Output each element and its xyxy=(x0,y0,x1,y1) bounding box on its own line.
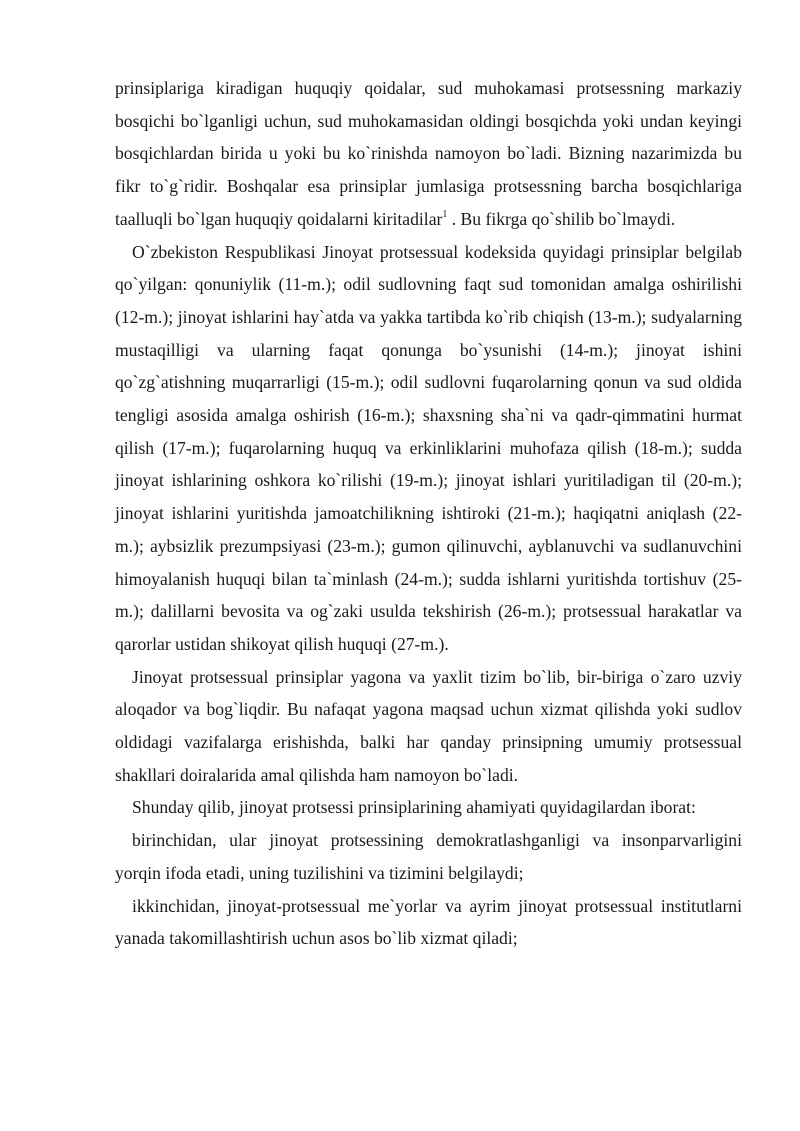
paragraph-significance-intro: Shunday qilib, jinoyat protsessi prinsiplarining ahamiyati quyidagilardan iborat: xyxy=(132,797,696,818)
paragraph-firstly: birinchidan, ular jinoyat protsessining demokratlashganligi va insonparvarligini yorqin ifoda etadi, uning tuzilishini va tizimini belgilaydi; xyxy=(115,830,742,883)
paragraph-secondly: ikkinchidan, jinoyat-protsessual me`yorlar va ayrim jinoyat protsessual institutlarni yanada takomillashtirish uchun asos bo`lib xizmat qiladi; xyxy=(115,895,742,949)
paragraph-unified-system: Jinoyat protsessual prinsiplar yagona va yaxlit tizim bo`lib, bir-biriga o`zaro uzviy aloqador va bog`liqdir. Bu nafaqat yagona maqsad uchun xizmat qilishda yoki sudlov oldidagi vazifalarga erishishda, balki har qanday prinsipning umumiy protsessual shakllari doiralarida amal qilishda ham namoyon bo`ladi. xyxy=(115,666,742,785)
paragraph-text-tail: . Bu fikrga qo`shilib bo`lmaydi. xyxy=(447,208,676,229)
paragraph-text: prinsiplariga kiradigan huquqiy qoidalar, sud muhokamasi protsessning markaziy bosqichi bo`lganligi uchun, sud muhokamasidan oldingi bosqichda yoki undan keyingi bosqichlardan birida u yoki bu ko`rinishda namoyon bo`ladi. Bizning nazarimizda bu fikr to`g`ridir. Boshqalar esa prinsiplar jumlasiga protsessning barcha bosqichlariga taalluqli bo`lgan huquqiy qoidalarni kiritadilar xyxy=(115,78,742,229)
paragraph-continuation xyxy=(115,72,742,236)
document-body xyxy=(115,72,742,955)
paragraph-principles-list: O`zbekiston Respublikasi Jinoyat protsessual kodeksida quyidagi prinsiplar belgilab qo`yilgan: qonuniylik (11-m.); odil sudlovning faqt sud tomonidan amalga oshirilishi (12-m.); jinoyat ishlarini hay`atda va yakka tartibda ko`rib chiqish (13-m.); sudyalarning mustaqilligi va ularning faqat qonunga bo`ysunishi (14-m.); jinoyat ishini qo`zg`atishning muqarrarligi (15-m.); odil sudlovni fuqarolarning qonun va sud oldida tengligi asosida amalga oshirish (16-m.); shaxsning sha`ni va qadr-qimmatini hurmat qilish (17-m.); fuqarolarning huquq va erkinliklarini muhofaza qilish (18-m.); sudda jinoyat ishlarining oshkora ko`rilishi (19-m.); jinoyat ishlari yuritiladigan til (20-m.); jinoyat ishlarini yuritishda jamoatchilikning ishtiroki (21-m.); haqiqatni aniqlash (22-m.); aybsizlik prezumpsiyasi (23-m.); gumon qilinuvchi, ayblanuvchi va sudlanuvchini himoyalanish huquqi bilan ta`minlash (24-m.); sudda ishlarni yuritishda tortishuv (25-m.); dalillarni bevosita va og`zaki usulda tekshirish (26-m.); protsessual harakatlar va qarorlar ustidan shikoyat qilish huquqi (27-m.). xyxy=(115,241,742,654)
footnote-reference[interactable]: 1 xyxy=(442,208,448,220)
